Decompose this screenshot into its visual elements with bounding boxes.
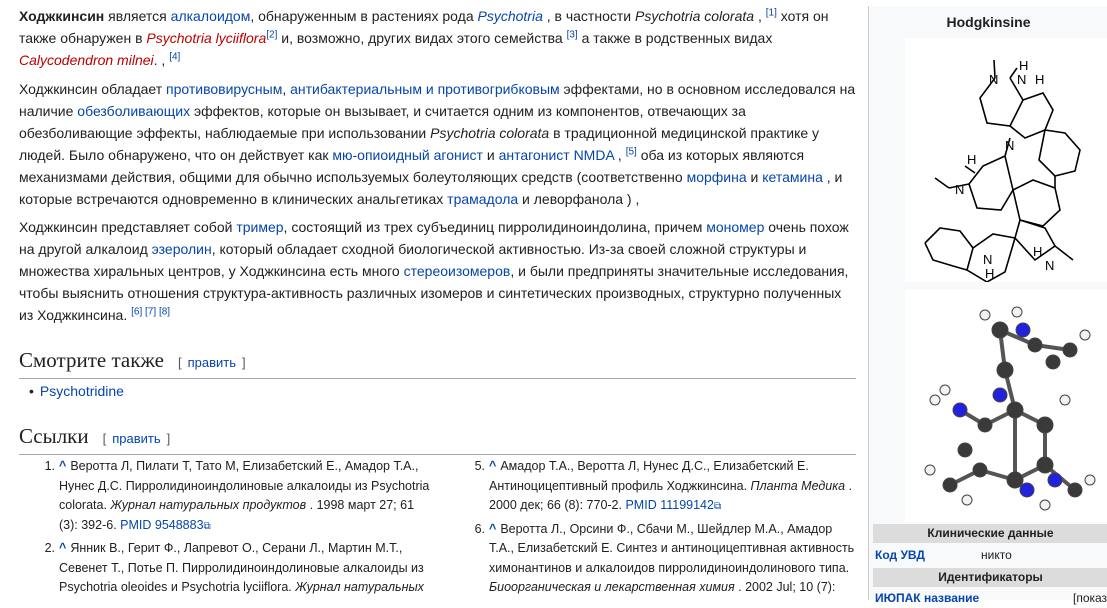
link-alkaloid[interactable]: алкалоидом [170, 8, 251, 24]
link-antiviral[interactable]: противовирусным [166, 81, 283, 97]
edit-section: [ править ] [102, 431, 171, 446]
atom-label-h: H [967, 152, 977, 167]
link-lyciiflora[interactable]: Psychotria lyciiflora [146, 30, 267, 46]
ref-5[interactable]: [5] [625, 146, 637, 158]
link-morphine[interactable]: морфина [686, 169, 747, 185]
text: эффектов, которые он вызывает, и считается одним из компонентов, отвечающих за обезболивающие эффекты, наблюдаемые при использовании [19, 103, 746, 141]
text: . , [153, 52, 170, 68]
row-iupac-name [873, 588, 1107, 608]
text: , который обладает сходной биологической активностью. Из-за своей сложной структуры и множества хиральных центров, у Ходжкинсина есть много [19, 241, 807, 279]
heading-references [19, 424, 856, 455]
ref-text: Амадор Т.А., Веротта Л, Нунес Д.С., Елизабетский Е. Антиноцицептивный профиль Ходжкинсина. [489, 459, 809, 493]
infobox [868, 6, 1107, 605]
ref-journal: Журнал натуральных продуктов [110, 498, 307, 512]
text: , и которые встречаются одновременно в клинических анальгетиках [19, 169, 843, 207]
iupac-name-label[interactable]: ИЮПАК название [875, 591, 980, 605]
references-column-right [469, 457, 859, 601]
ref-text: Веротта Л, Пилати Т, Тато М, Елизабетский Е., Амадор Т.А., Нунес Д.С. Пирролидиноиндолиновые алкалоиды из Psychotria colorata. [59, 459, 430, 512]
link-tramadol[interactable]: трамадола [447, 191, 519, 207]
text: а также в родственных видах [577, 30, 773, 46]
text: и [746, 169, 763, 185]
text: является [104, 8, 171, 24]
atom-label-h: H [1035, 72, 1045, 87]
link-monomer[interactable]: мономер [706, 219, 765, 235]
link-antifungal[interactable]: противогрибковым [437, 81, 560, 97]
atc-code-label[interactable]: Код УВД [875, 548, 925, 562]
ref-number: 6. [474, 521, 485, 536]
ref-backlink[interactable]: ^ [489, 521, 497, 536]
text: , [614, 147, 626, 163]
list-item [29, 383, 124, 399]
ref-text: Веротта Л., Орсини Ф., Сбачи М., Шейдлер М.А., Амадор Т.А., Елизабетский Е. Синтез и антиноцицептивная активность химонантинов и алкалоидов пирролидиноиндолинового типа. [489, 521, 855, 575]
link-calycodendron[interactable]: Calycodendron milnei [19, 52, 154, 68]
link-analgesic[interactable]: обезболивающих [77, 103, 191, 119]
text: , [754, 8, 766, 24]
atc-code-value: никто [981, 548, 1012, 562]
ref-6[interactable]: [6] [131, 306, 143, 318]
ref-text: Янник В., Герит Ф., Лапревот О., Серани Л., Мартин М.Т., Севенет Т., Потье П. Пирролидиноиндолиновые алкалоиды из Psychotria oleoides и Psychotria lyciiflora. [59, 541, 424, 594]
text: Ходжкинсин представляет собой [19, 219, 237, 235]
article-subject: Ходжкинсин [19, 8, 105, 24]
ref-7[interactable]: [7] [145, 306, 157, 318]
ref-8[interactable]: [8] [158, 306, 171, 318]
ball-and-stick-model-drawing [905, 290, 1107, 522]
ref-backlink[interactable]: ^ [59, 459, 67, 473]
paragraph-effects [19, 78, 856, 210]
text: и [421, 81, 438, 97]
atom-label-h: H [985, 266, 995, 281]
link-trimer[interactable]: тример [236, 219, 284, 235]
atom-label-h: H [1033, 244, 1043, 259]
section-clinical-data: Клинические данные [873, 524, 1107, 543]
references-column-left [39, 457, 434, 601]
text: и, возможно, других видах этого семейства [277, 30, 567, 46]
text: и [482, 147, 499, 163]
infobox-title: Hodgkinsine [946, 14, 1031, 30]
reference-item [469, 457, 859, 517]
text: , и были предприняты значительные исследования, чтобы выяснить отношения структура-активность различных изомеров и синтетических производных, структурно полученных из Ходжкинсина. [19, 263, 849, 323]
link-stereoisomers[interactable]: стереоизомеров [403, 263, 511, 279]
ref-text: . 2002 Jul; 10 (7): [734, 580, 836, 594]
ref-1[interactable]: [1] [765, 7, 777, 19]
row-atc-code [873, 545, 1107, 565]
link-eserolin[interactable]: эзеролин [151, 241, 212, 257]
heading-text: Смотрите также [19, 348, 164, 372]
edit-references-link[interactable]: править [112, 431, 161, 446]
pmid-label[interactable]: PMID [120, 517, 152, 532]
link-psychotria[interactable]: Psychotria [477, 8, 543, 24]
pmid-link[interactable]: 11199142 [660, 498, 714, 512]
italic-species: Psychotria colorata [635, 8, 755, 24]
edit-section: [ править ] [177, 355, 246, 370]
ref-backlink[interactable]: ^ [489, 459, 497, 473]
reference-item [39, 539, 434, 598]
ref-text: . 2000 дек; 66 (8): 770-2. [489, 478, 853, 512]
reference-item [39, 457, 434, 536]
pmid-label[interactable]: PMID [625, 498, 657, 512]
link-antibacterial[interactable]: антибактериальным [290, 81, 422, 97]
external-link-icon: ⧉ [203, 520, 211, 532]
reference-item [469, 520, 859, 598]
text: хотя он также обнаружен в [19, 8, 829, 46]
ref-2[interactable]: [2] [266, 29, 278, 41]
structural-formula-drawing [905, 38, 1107, 282]
heading-see-also [19, 348, 856, 379]
ref-number: 2. [44, 541, 55, 555]
text: , состоящий из трех субъединиц пирролидиноиндолина, причем [283, 219, 707, 235]
text: Ходжкинсин обладает [19, 81, 167, 97]
heading-text: Ссылки [19, 424, 89, 448]
ref-number: 1. [44, 459, 55, 473]
pmid-link[interactable]: 9548883 [154, 517, 204, 532]
atom-label-n: N [1005, 138, 1015, 153]
atom-label-n: N [983, 252, 993, 267]
link-nmda-antagonist[interactable]: антагонист NMDA [498, 147, 615, 163]
edit-see-also-link[interactable]: править [187, 355, 236, 370]
text: , в частности [542, 8, 635, 24]
text: эффектами, но в основном исследовался на наличие [19, 81, 856, 119]
italic-species: Psychotria colorata [430, 125, 550, 141]
text: в традиционной медицинской практике у людей. Было обнаружено, что он действует как [19, 125, 820, 163]
atom-label-n: N [1017, 72, 1027, 87]
see-also-list [29, 383, 124, 399]
ball-and-stick-model-image[interactable] [905, 290, 1107, 522]
link-psychotridine[interactable]: Psychotridine [39, 383, 124, 399]
ref-journal: Биоорганическая и лекарственная химия [489, 580, 735, 594]
text: очень похож на другой алкалоид [19, 219, 849, 257]
external-link-icon: ⧉ [713, 501, 722, 512]
ref-3[interactable]: [3] [566, 29, 578, 41]
text: оба из которых являются механизмами действия, общими для обычно используемых болеутоляющих средств (соответственно [19, 147, 805, 185]
link-mu-opioid-agonist[interactable]: мю-опиоидный агонист [332, 147, 483, 163]
paragraph-intro [19, 5, 856, 71]
ref-backlink[interactable]: ^ [59, 541, 67, 555]
text: , обнаруженным в растениях рода [250, 8, 478, 24]
atom-label-n: N [955, 182, 965, 197]
ref-4[interactable]: [4] [169, 51, 181, 63]
text: и леворфанола ) , [518, 191, 640, 207]
ref-journal: Журнал натуральных [295, 580, 424, 594]
section-identifiers: Идентификаторы [873, 568, 1107, 587]
text: , [282, 81, 291, 97]
ref-journal: Планта Медика [750, 478, 846, 493]
atom-label-h: H [1019, 58, 1029, 73]
ref-text: . 1998 март 27; 61 (3): 392-6. [59, 498, 415, 532]
show-toggle[interactable]: [показ [1073, 591, 1107, 605]
ref-number: 5. [474, 459, 485, 473]
atom-label-n: N [989, 72, 999, 87]
link-ketamine[interactable]: кетамина [762, 169, 823, 185]
structural-formula-image[interactable] [905, 38, 1107, 282]
paragraph-structure [19, 216, 856, 326]
atom-label-n: N [1045, 258, 1055, 273]
